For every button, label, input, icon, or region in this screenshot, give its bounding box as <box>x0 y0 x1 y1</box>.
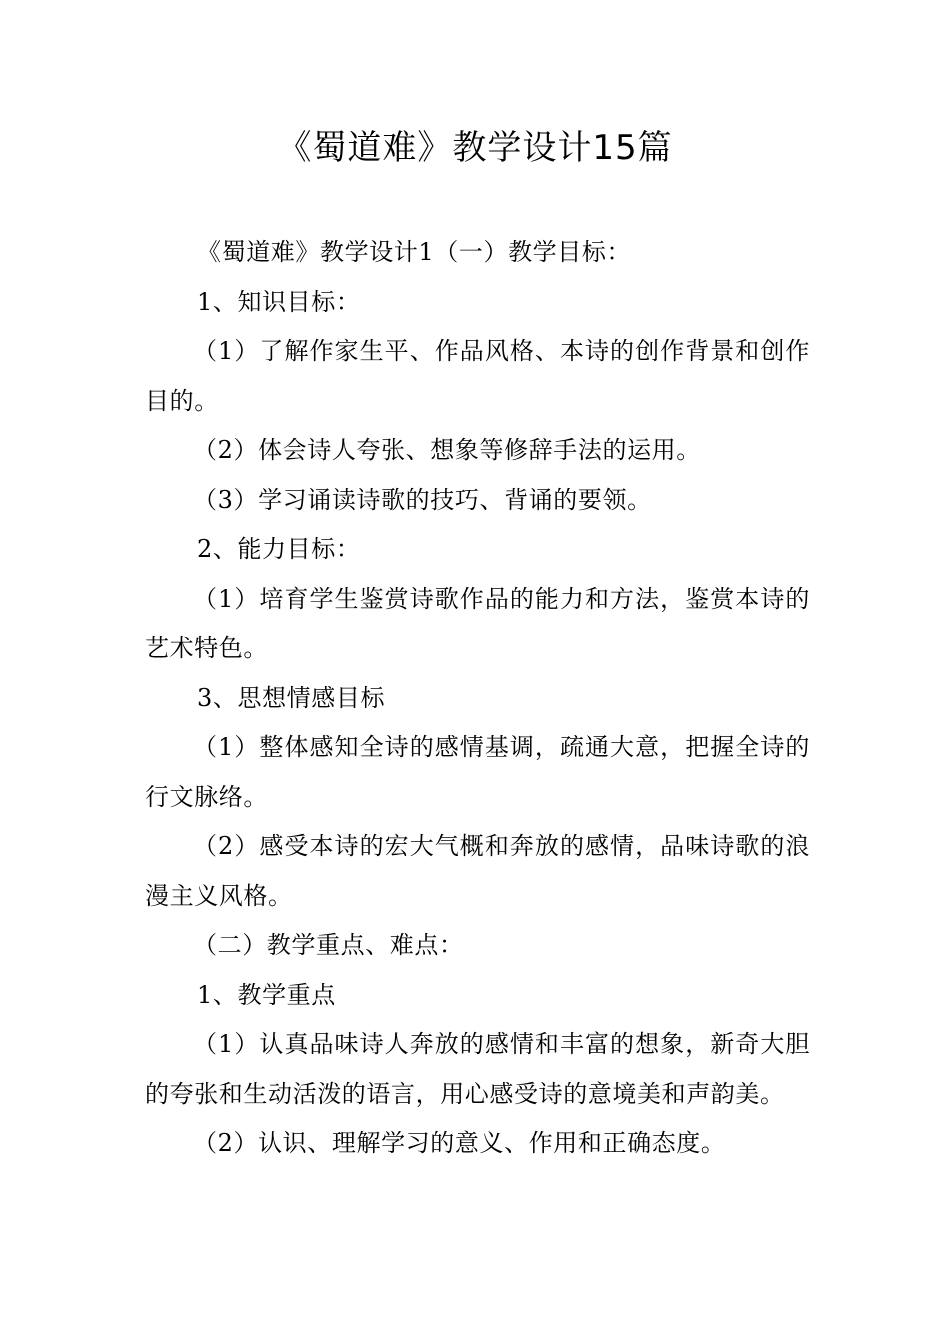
paragraph-knowledge-goal: 1、知识目标： <box>197 287 361 316</box>
paragraph-knowledge-3: （3）学习诵读诗歌的技巧、背诵的要领。 <box>193 485 652 514</box>
paragraph-teaching-focus: 1、教学重点 <box>197 980 336 1009</box>
document-title: 《蜀道难》教学设计15篇 <box>277 128 673 168</box>
paragraph-emotion-1: （1）整体感知全诗的感情基调，疏通大意，把握全诗的行文脉络。 <box>145 733 810 811</box>
paragraph-ability-1: （1）培育学生鉴赏诗歌作品的能力和方法，鉴赏本诗的艺术特色。 <box>145 584 810 662</box>
paragraph-focus-2: （2）认识、理解学习的意义、作用和正确态度。 <box>193 1129 726 1157</box>
paragraph-focus-1: （1）认真品味诗人奔放的感情和丰富的想象，新奇大胆的夸张和生动活泼的语言，用心感受诗的意境美和声韵美。 <box>145 1030 810 1108</box>
document-body <box>145 228 810 1169</box>
paragraph-key-points: （二）教学重点、难点： <box>193 931 464 959</box>
paragraph-knowledge-2: （2）体会诗人夸张、想象等修辞手法的运用。 <box>193 436 701 464</box>
paragraph-emotion-2: （2）感受本诗的宏大气概和奔放的感情，品味诗歌的浪漫主义风格。 <box>145 832 810 910</box>
paragraph-knowledge-1: （1）了解作家生平、作品风格、本诗的创作背景和创作目的。 <box>145 337 810 415</box>
paragraph-intro: 《蜀道难》教学设计1（一）教学目标： <box>197 238 632 266</box>
paragraph-ability-goal: 2、能力目标： <box>197 535 361 563</box>
paragraph-emotion-goal: 3、思想情感目标 <box>197 683 386 712</box>
